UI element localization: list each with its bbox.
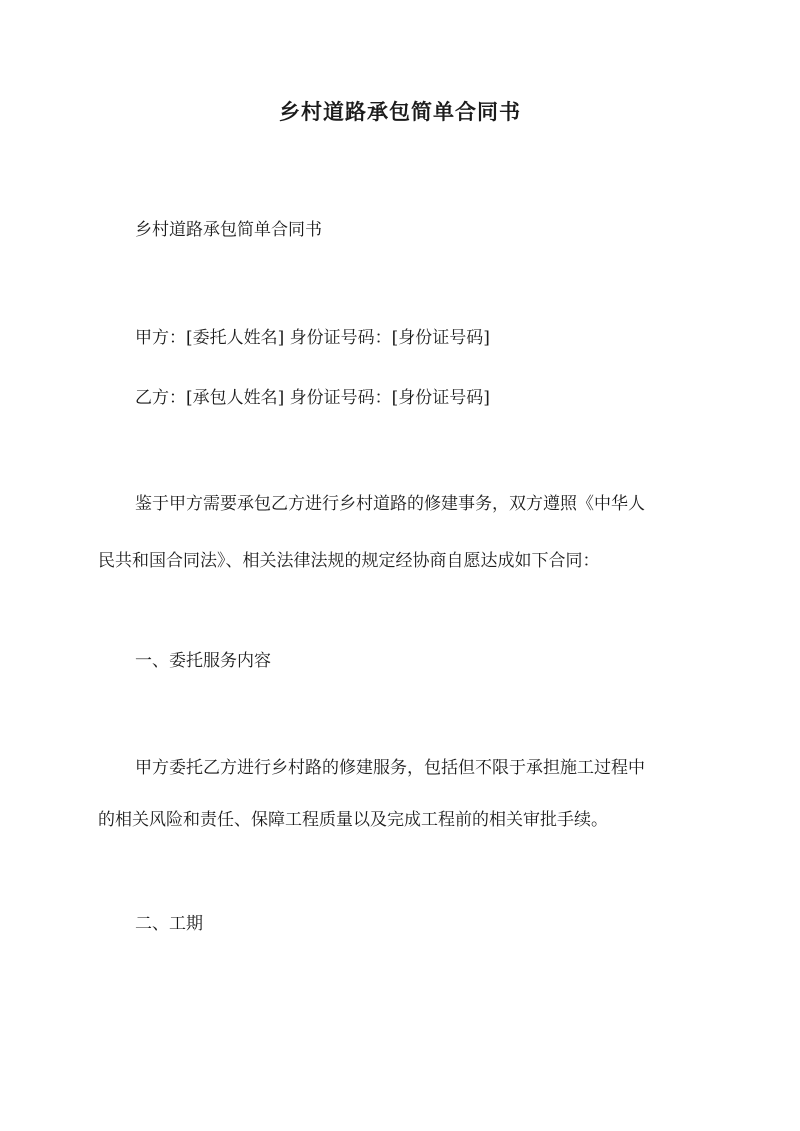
preamble-line-1: 鉴于甲方需要承包乙方进行乡村道路的修建事务，双方遵照《中华人 [135, 494, 645, 514]
section-1-line-2: 的相关风险和责任、保障工程质量以及完成工程前的相关审批手续。 [98, 810, 608, 830]
party-b-line: 乙方：[承包人姓名] 身份证号码：[身份证号码] [135, 388, 490, 408]
party-a-line: 甲方：[委托人姓名] 身份证号码：[身份证号码] [135, 328, 490, 348]
section-2-heading: 二、工期 [135, 914, 203, 934]
document-title: 乡村道路承包简单合同书 [279, 99, 521, 124]
section-1-heading: 一、委托服务内容 [135, 651, 271, 671]
document-subtitle: 乡村道路承包简单合同书 [135, 220, 322, 240]
preamble-line-2: 民共和国合同法》、相关法律法规的规定经协商自愿达成如下合同： [98, 551, 600, 571]
section-1-line-1: 甲方委托乙方进行乡村路的修建服务，包括但不限于承担施工过程中 [135, 758, 645, 778]
